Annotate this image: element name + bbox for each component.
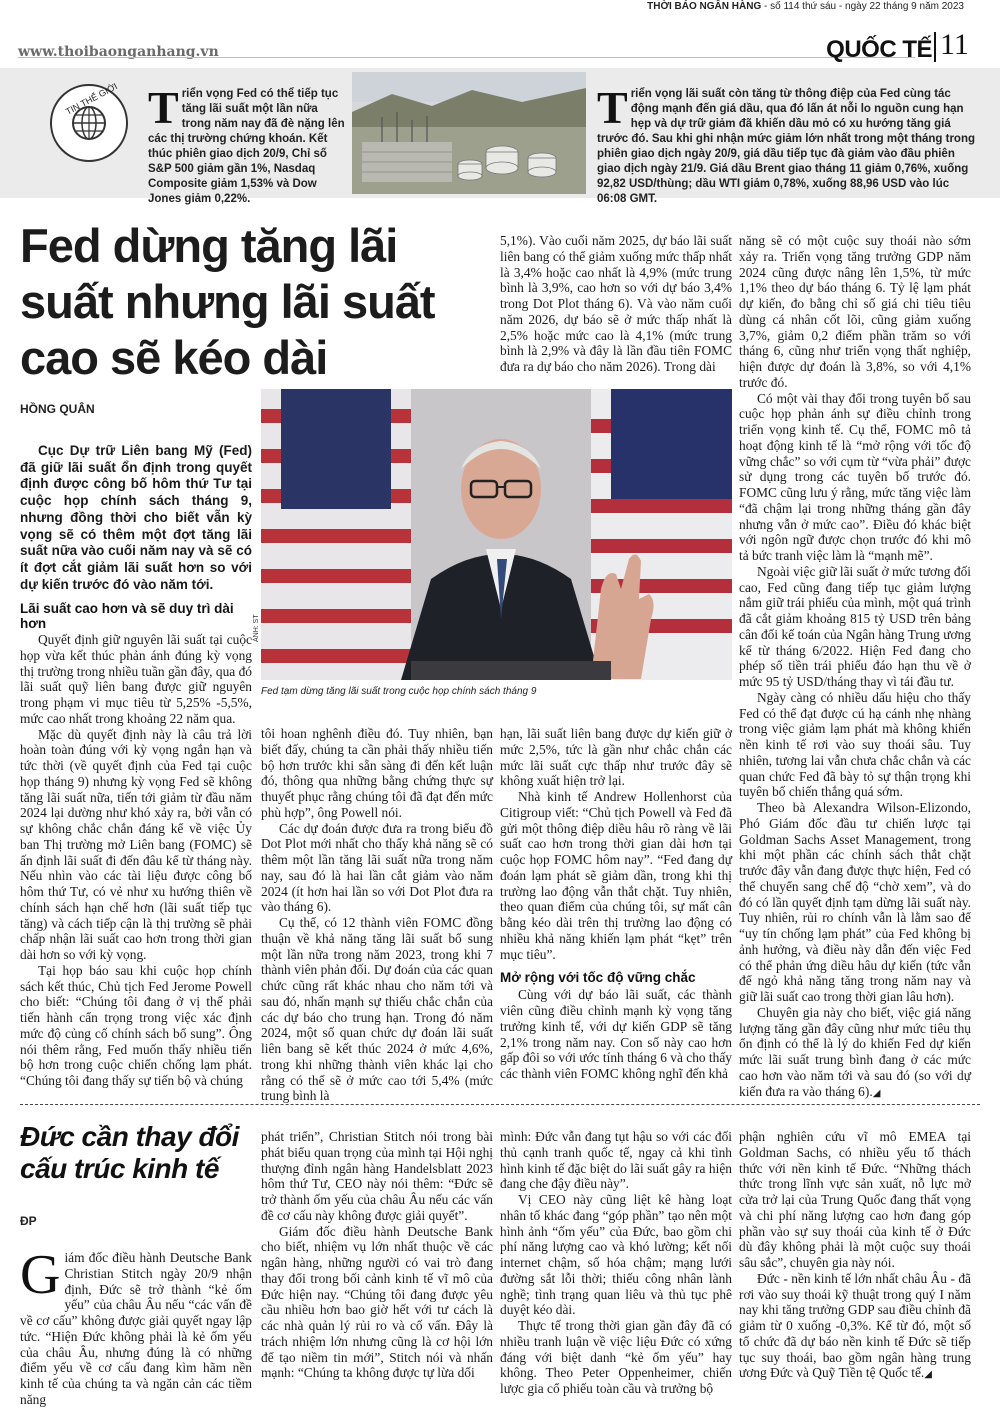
paragraph: hạn, lãi suất liên bang được dự kiến giữ ở mức 2,5%, tức là gần như chắc chắn các mức lãi suất cực thấp như trước đây sẽ không xuất hiện trở lại. — [500, 726, 732, 789]
powell-photo — [261, 389, 732, 680]
paragraph: Giám đốc điều hành Deutsche Bank cho biết, nhiệm vụ lớn nhất thuộc về các ngân hàng, những người có vai trò đang thay đổi trong bối cảnh kinh tế vĩ mô của Đức hiện nay. “Chúng tôi đang được yêu cầu nhiều hơn bao giờ hết với tư cách là các nhà quản lý rủi ro và cố vấn. Đây là trách nhiệm lớn nhưng cũng là cơ hội lớn để tạo niềm tin mới”, Stitch nói và nhấn mạnh: “Chúng ta không được tự lừa dối — [261, 1223, 493, 1381]
paragraph — [739, 1271, 971, 1383]
paragraph: Cụ thể, có 12 thành viên FOMC đồng thuận về khả năng tăng lãi suất bổ sung một lần nữa trong năm 2023, trong khi 7 thành viên phản đối. Dự đoán của các quan chức cũng rất khác nhau cho năm tới và sau đó, nhấn mạnh sự thiếu chắc chắn của các dự báo cho trung hạn. Trong đó năm 2024, một số quan chức dự đoán lãi suất liên bang sẽ kết thúc 2024 ở mức 4,6%, trong khi những thành viên khác lại cho rằng có thể sẽ ở mức cao tới 5,4% (mức trung bình là — [261, 915, 493, 1104]
header-rule — [18, 57, 915, 58]
section-title: QUỐC TẾ — [826, 36, 932, 63]
paragraph: Các dự đoán được đưa ra trong biểu đồ Dot Plot mới nhất cho thấy khả năng sẽ có thêm một lần tăng lãi suất nữa trong năm nay, sau đó là hai lần cắt giảm vào năm 2024 (ít hơn hai lần so với Dot Plot đưa ra vào tháng 6). — [261, 820, 493, 915]
article-column-3-bottom — [500, 726, 732, 1086]
article-subhead: Mở rộng với tốc độ vững chắc — [500, 970, 696, 986]
end-mark-icon: ◢ — [872, 1087, 881, 1099]
article2-column-4 — [739, 1129, 971, 1395]
news-brief-oil — [597, 82, 976, 207]
paragraph: Theo bà Alexandra Wilson-Elizondo, Phó Giám đốc đầu tư chiến lược tại Goldman Sachs Asset Management, trong khi một phần các chính sách thắt chặt trước đây vẫn đang được thực hiện, Fed có thể chuyển sang chế độ “chờ xem”, và do đó có lần quyết định tạm dừng lãi suất này. Tuy nhiên, rủi ro chính vẫn là lằm sao để “uy tín chống lạm phát” của Fed không bị ảnh hưởng, và điều này dẫn đến việc Fed có thể phản ứng diều hâu dự kiến (tức vẫn để ngỏ khả năng tăng trong năm nay và giữ lãi suất cao trong thời gian lâu hơn). — [739, 800, 971, 1004]
article-column-4 — [739, 233, 971, 1099]
paragraph — [739, 1005, 971, 1102]
news-brief-dropcap: T — [148, 82, 179, 133]
article2-headline: Đức cần thay đổi cấu trúc kinh tế — [20, 1121, 239, 1184]
news-brief-dropcap: T — [597, 82, 628, 133]
article-subhead: Lãi suất cao hơn và sẽ duy trì dài hơn — [20, 601, 234, 631]
news-brief-text: riển vọng lãi suất còn tăng từ thông điệp của Fed cùng tác động mạnh đến giá dầu, qua đó lấn át nỗi lo nguồn cung hạn hẹp và dự trữ giảm đã khiến dầu mỏ có xu hướng tăng giá trước đó. Sau khi ghi nhận mức giảm lớn nhất trong một tháng trong phiên giao dịch ngày 20/9, giá dầu tiếp tục đà giảm vào đầu phiên giao dịch ngày 21/9. Giá dầu Brent giao tháng 11 giảm 0,76%, xuống 92,82 USD/thùng; dầu WTI giảm 0,78%, xuống 88,96 USD vào lúc 06:08 GMT. — [597, 88, 976, 205]
article2-byline: ĐP — [20, 1214, 37, 1228]
paragraph: 5,1%). Vào cuối năm 2025, dự báo lãi suất liên bang có thể giảm xuống mức thấp nhất là 3,4% hoặc cao nhất là 4,9% (mức trung bình là 3,9%, cao hơn so với dự báo 3,4% trong Dot Plot tháng 6). Và vào năm cuối năm 2026, dự báo sẽ ở mức thấp nhất là 2,5% hoặc mức cao là 4,1% (mức trung bình là 2,9% và đây là lần đầu tiên FOMC đưa ra dự báo cho năm 2026). Trong dài — [500, 233, 732, 374]
issue-info — [647, 1, 964, 12]
article-lead: Cục Dự trữ Liên bang Mỹ (Fed) đã giữ lãi suất ổn định trong quyết định được công bố hôm thứ Tư tại cuộc họp chính sách tháng 9, nhưng đồng thời cho biết vẫn kỳ vọng sẽ có thêm một đợt tăng lãi suất nữa vào cuối năm nay và sẽ có ít đợt cắt giảm lãi suất hơn so với dự kiến trước đó vào năm tới. — [20, 443, 252, 592]
paragraph: Nhà kinh tế Andrew Hollenhorst của Citigroup viết: “Chủ tịch Powell và Fed đã gửi một thông điệp diều hâu rõ ràng về lãi suất cao hơn trong thời gian dài hơn tại cuộc họp FOMC hôm nay”. “Fed đang dự đoán lạm phát sẽ giảm dần, trong khi thị trường lao động vẫn thắt chặt. Tuy nhiên, theo quan điểm của chúng tôi, sự mất cân bằng kéo dài trên thị trường lao động có nhiều khả năng khiến lạm phát “kẹt” trên mục tiêu”. — [500, 789, 732, 962]
oil-refinery-photo — [352, 72, 586, 194]
news-brief-text: riển vọng Fed có thể tiếp tục tăng lãi suất một lần nữa trong năm nay đã đè nặng lên các thị trường chứng khoán. Kết thúc phiên giao dịch 20/9, Chỉ số S&P 500 giảm gần 1%, Nasdaq Composite giảm 1,53% và Dow Jones giảm 0,22%. — [148, 88, 345, 205]
paragraph-text: iám đốc điều hành Deutsche Bank Christian Stitch ngày 20/9 nhận định, Đức sẽ trở thành “kẻ ốm yếu” của châu Âu nếu “các vấn đề về cơ cấu” không được giải quyết ngay lập tức. “Hiện Đức không phải là kẻ ốm yếu của châu Âu, nhưng đúng là có những điểm yếu về cơ cấu đang kìm hãm nền kinh tế của chúng ta và ngăn cản các tiềm năng — [20, 1250, 252, 1407]
photo-caption: Fed tạm dừng tăng lãi suất trong cuộc họp chính sách tháng 9 — [261, 686, 537, 697]
paragraph: Vị CEO này cũng liệt kê hàng loạt nhân tố khác đang “góp phần” tạo nên một hình ảnh “ốm yếu” của Đức, bao gồm chi phí năng lượng cao và khó lường; kết nối internet chậm, số hóa chậm; mạng lưới đường sắt lỗi thời; thiếu công nhân lành nghề; tình trạng quan liêu và thủ tục phê duyệt kéo dài. — [500, 1192, 732, 1318]
paragraph: phát triển”, Christian Stitch nói trong bài phát biểu quan trọng của mình tại Hội nghị thượng đỉnh ngân hàng Handelsblatt 2023 hôm thứ Tư, CEO này nói thêm: “Đức sẽ trở thành ốm yếu của châu Âu nếu các vấn đề cơ cấu này không được giải quyết”. — [261, 1129, 493, 1223]
paragraph: Thực tế trong thời gian gần đây đã có nhiều tranh luận về việc liệu Đức có xứng đáng với biệt danh “kẻ ốm yếu” hay không. Theo Peter Oppenheimer, chiến lược gia cổ phiếu toàn cầu và trưởng bộ — [500, 1318, 732, 1396]
paragraph: Mặc dù quyết định này là câu trả lời hoàn toàn đúng với kỳ vọng ngắn hạn và tức thời (về quyết định của Fed tại cuộc họp tháng 9) nhưng kỳ vọng Fed sẽ không tăng lãi suất nữa, tiến tới giảm từ đầu năm 2024 lại dường như khó xảy ra, bởi vẫn có sự không chắc chắn đáng kể về việc Ủy ban Thị trường mở Liên bang (FOMC) sẽ ấn định lãi suất đi đến đâu kể từ tháng này. Nếu nhìn vào các tài liệu được công bố hôm thứ Tư, có vẻ như xu hướng thiên về chính sách hạn chế hơn (lãi suất tiếp tục tăng) và cách tiếp cận là thị trường sẽ phải chấp nhận lãi suất cao hơn trong thời gian dài hơn so với kỳ vọng. — [20, 726, 252, 962]
dropcap: G — [20, 1244, 61, 1306]
end-mark-icon: ◢ — [924, 1369, 932, 1381]
photo-credit: ẢNH: ST — [253, 614, 260, 642]
paragraph: tôi hoan nghênh điều đó. Tuy nhiên, bạn biết đấy, chúng ta cần phải thấy nhiều tiến bộ hơn trước khi sẵn sàng đi đến kết luận đó, thông qua những bằng chứng thực sự thuyết phục rằng chúng tôi đã đạt đến mức phù hợp”, ông Powell nói. — [261, 726, 493, 820]
issue-details: - số 114 thứ sáu - ngày 22 tháng 9 năm 2023 — [761, 1, 964, 12]
article-column-3-top — [500, 233, 732, 373]
us-flag-left — [261, 389, 411, 680]
article2-column-2 — [261, 1129, 493, 1395]
paper-name: THỜI BÁO NGÂN HÀNG — [647, 1, 762, 12]
badge-label: TIN THẾ GIỚI — [63, 81, 120, 117]
paragraph: Ngoài việc giữ lãi suất ở mức tương đối cao, Fed cũng đang tiếp tục giảm lượng nắm giữ trái phiếu của mình, một quá trình đã cắt giảm khoảng 815 tỷ USD trên bảng cân đối kế toán của Ngân hàng Trung ương kể từ tháng 6/2022. Hiện Fed đang cho phép số tiền trái phiếu đáo hạn thu về ở mức 95 tỷ USD/tháng thay vì tái đầu tư. — [739, 563, 971, 689]
article-separator — [20, 1104, 980, 1105]
paragraph: mình: Đức vẫn đang tụt hậu so với các đối thủ cạnh tranh quốc tế, ngay cả khi tình hình kinh tế đặc biệt do lãi suất gây ra hiện đang che đậy điều này”. — [500, 1129, 732, 1192]
news-brief-stocks — [148, 82, 346, 207]
article-column-1 — [20, 632, 252, 1088]
article-byline: HỒNG QUÂN — [20, 402, 95, 416]
paragraph: phận nghiên cứu vĩ mô EMEA tại Goldman Sachs, có nhiều yếu tố thách thức với nền kinh tế Đức. “Những thách thức trong lĩnh vực sản xuất, nỗ lực mở cửa trở lại của Trung Quốc đang thất vọng và chi phí năng lượng cao hơn đang góp phần vào sự suy thoái của kinh tế ở Đức dù đây không phải là một cuộc suy thoái sâu sắc”, chuyên gia này nói. — [739, 1129, 971, 1270]
globe-icon — [70, 104, 108, 142]
article-column-2 — [261, 726, 493, 1104]
article-headline: Fed dừng tăng lãi suất nhưng lãi suất cao sẽ kéo dài — [20, 219, 435, 384]
paragraph-text: Chuyên gia này cho biết, việc giá năng lượng tăng gần đây cũng như mức tiêu thụ ổn định có thể là lý do khiến Fed dự kiến mức lãi suất trung bình đang ở các mức cao hơn vào năm tới và sau đó (so với dự kiến đưa ra vào tháng 6). — [739, 1004, 971, 1099]
page-number: 11 — [940, 28, 969, 61]
paragraph: Cùng với dự báo lãi suất, các thành viên cũng điều chỉnh mạnh kỳ vọng tăng trưởng kinh tế, với dự kiến GDP sẽ tăng 2,1% trong năm nay. Con số này cao hơn gấp đôi so với ước tính tháng 6 và cho thấy các thành viên FOMC không nghĩ đến khả — [500, 987, 732, 1081]
paragraph — [20, 1244, 252, 1408]
paragraph: năng sẽ có một cuộc suy thoái nào sớm xảy ra. Triển vọng tăng trưởng GDP năm 2024 cũng được nâng lên 1,5%, từ mức 1,1% theo dự báo tháng 6. Tỷ lệ lạm phát dự kiến, đo bằng chỉ số giá chi tiêu tiêu dùng cá nhân cốt lõi, cũng giảm xuống 3,7%, giảm 0,2 điểm phần trăm so với tháng 6, cũng như triển vọng thất nghiệp, hiện được dự đoán là 3,8%, so với 4,1% trước đó. — [739, 233, 971, 390]
website-url[interactable]: www.thoibaonganhang.vn — [18, 44, 219, 60]
article2-column-1 — [20, 1244, 252, 1407]
paragraph: Tại họp báo sau khi cuộc họp chính sách kết thúc, Chủ tịch Fed Jerome Powell cho biết: “Chúng tôi đang ở vị thế phải tiến hành cẩn trọng trong việc xác định mức độ củng cố chính sách bổ sung”. Ông nói thêm rằng, Fed muốn thấy nhiều tiến bộ hơn trong cuộc chiến chống lạm phát. “Chúng tôi đang thấy sự tiến bộ và chúng — [20, 962, 252, 1088]
paragraph-text: Đức - nền kinh tế lớn nhất châu Âu - đã rơi vào suy thoái kỹ thuật trong quý I năm nay khi tăng trưởng GDP sau điều chỉnh đã giảm từ 0 xuống -0,3%. Kể từ đó, một số tổ chức đã dự báo nền kinh tế Đức sẽ tiếp tục suy thoái, bao gồm ngân hàng trung ương Đức và Quỹ Tiền tệ Quốc tế. — [739, 1270, 971, 1381]
paragraph: Ngày càng có nhiều dấu hiệu cho thấy Fed có thể đạt được cú hạ cánh nhẹ nhàng trong việc giảm lạm phát mà không khiến nền kinh tế rơi vào suy thoái sâu. Tuy nhiên, tương lai vẫn chưa chắc chắn và các quan chức Fed đã bày tỏ sự thận trọng khi tuyên bố chiến thắng quá sớm. — [739, 689, 971, 800]
paragraph: Có một vài thay đổi trong tuyên bố sau cuộc họp phản ánh sự điều chỉnh trong triển vọng kinh tế. Cụ thể, FOMC mô tả hoạt động kinh tế là “mở rộng với tốc độ vững chắc” so với cụm từ “vừa phải” được sử dụng trong các tuyên bố trước đó. FOMC cũng lưu ý rằng, mức tăng việc làm “đã chậm lại trong những tháng gần đây nhưng vẫn ở mức cao”. Điều đó khác biệt với ngôn ngữ được chọn trước đó khi mô tả bức tranh việc làm là “mạnh mẽ”. — [739, 390, 971, 563]
paragraph: Quyết định giữ nguyên lãi suất tại cuộc họp vừa kết thúc phản ánh đúng kỳ vọng thị trường trong nhiều tuần gần đây, qua đó lãi suất quỹ liên bang được giữ nguyên trong phạm vi mục tiêu từ 5,25% -5,5%, mức cao nhất trong khoảng 22 năm qua. — [20, 632, 252, 726]
top-bar — [0, 0, 1000, 14]
article2-column-3 — [500, 1129, 732, 1395]
section-divider — [934, 32, 936, 62]
